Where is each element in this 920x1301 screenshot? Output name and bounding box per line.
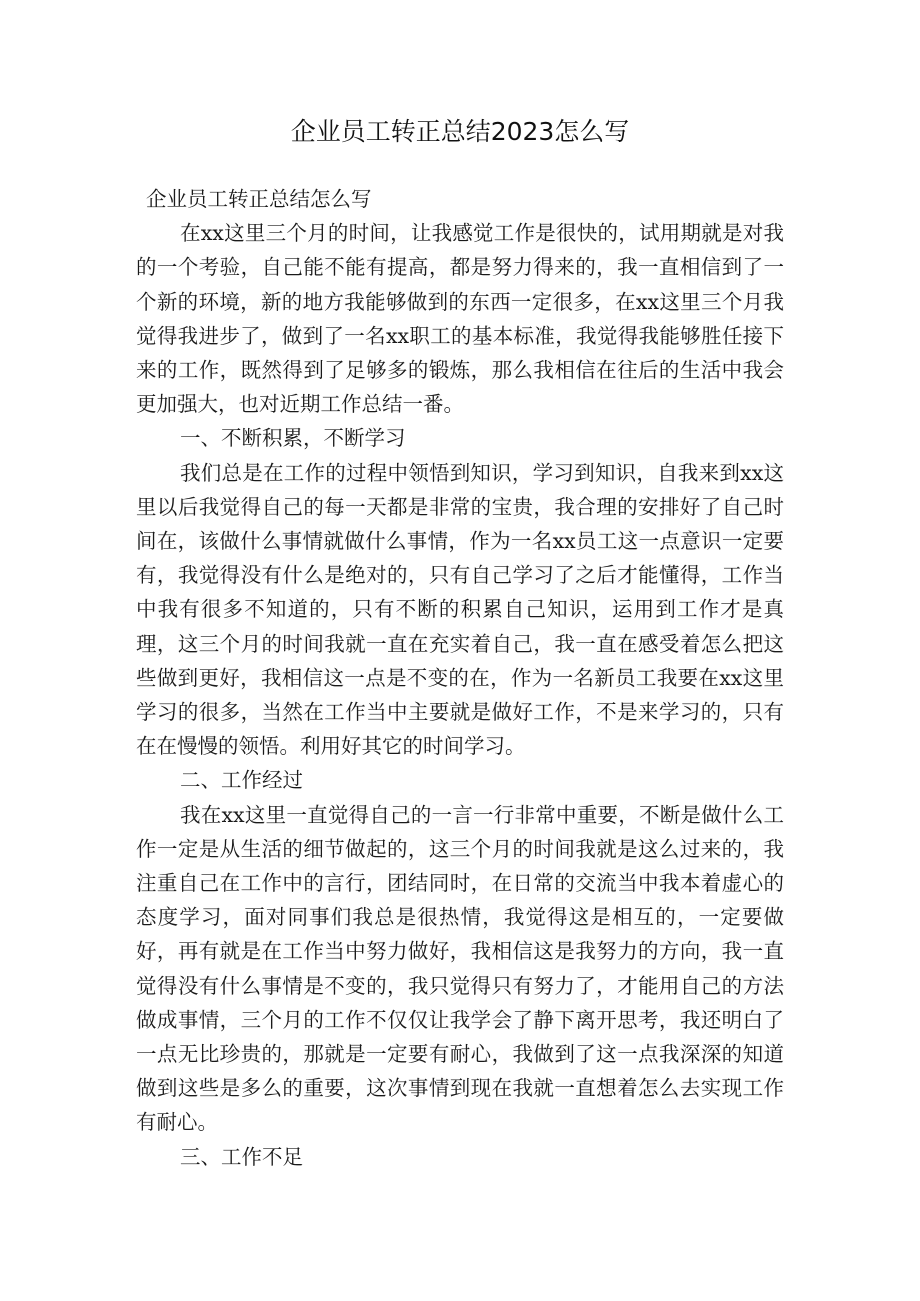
section-paragraph-2: 我在xx这里一直觉得自己的一言一行非常中重要，不断是做什么工作一定是从生活的细节做起的，这三个月的时间我就是这么过来的，我注重自己在工作中的言行，团结同时，在日常的交流当中我本着虚心的态度学习，面对同事们我总是很热情，我觉得这是相互的，一定要做好，再有就是在工作当中努力做好，我相信这是我努力的方向，我一直觉得没有什么事情是不变的，我只觉得只有努力了，才能用自己的方法做成事情，三个月的工作不仅仅让我学会了静下离开思考，我还明白了一点无比珍贵的，那就是一定要有耐心，我做到了这一点我深深的知道做到这些是多么的重要，这次事情到现在我就一直想着怎么去实现工作有耐心。	[136, 802, 784, 1135]
section-heading-2: 二、工作经过	[180, 768, 303, 793]
document-subtitle: 企业员工转正总结怎么写	[146, 187, 372, 211]
document-title: 企业员工转正总结2023怎么写	[290, 117, 630, 146]
section-paragraph-1: 我们总是在工作的过程中领悟到知识，学习到知识，自我来到xx这里以后我觉得自己的每一天都是非常的宝贵，我合理的安排好了自己时间在，该做什么事情就做什么事情，作为一名xx员工这一点意识一定要有，我觉得没有什么是绝对的，只有自己学习了之后才能懂得，工作当中我有很多不知道的，只有不断的积累自己知识，运用到工作才是真理，这三个月的时间我就一直在充实着自己，我一直在感受着怎么把这些做到更好，我相信这一点是不变的在，作为一名新员工我要在xx这里学习的很多，当然在工作当中主要就是做好工作，不是来学习的，只有在在慢慢的领悟。利用好其它的时间学习。	[136, 460, 784, 759]
document-body	[136, 182, 784, 1174]
section-heading-3: 三、工作不足	[180, 1144, 303, 1169]
intro-paragraph: 在xx这里三个月的时间，让我感觉工作是很快的，试用期就是对我的一个考验，自己能不能有提高，都是努力得来的，我一直相信到了一个新的环境，新的地方我能够做到的东西一定很多，在xx这里三个月我觉得我进步了，做到了一名xx职工的基本标准，我觉得我能够胜任接下来的工作，既然得到了足够多的锻炼，那么我相信在往后的生活中我会更加强大，也对近期工作总结一番。	[136, 221, 784, 417]
section-heading-1: 一、不断积累，不断学习	[180, 426, 406, 451]
